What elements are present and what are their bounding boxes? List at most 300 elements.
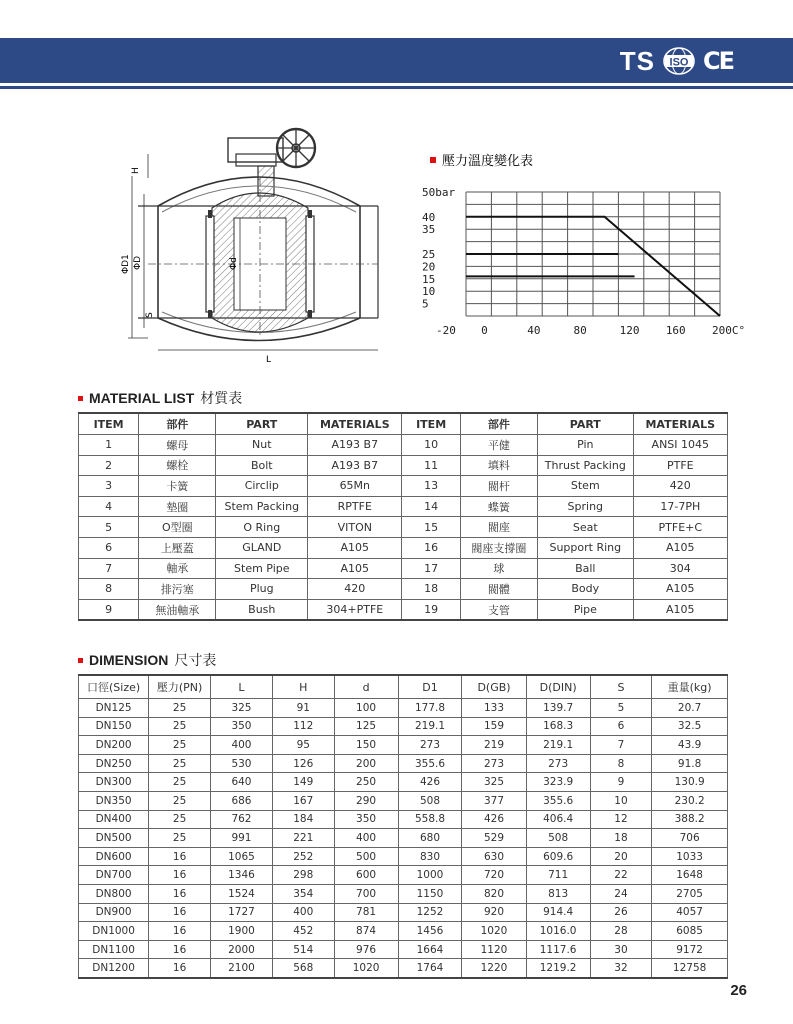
dimension-table: [78, 674, 728, 979]
table-cell: 平健: [460, 435, 537, 456]
table-cell: 4057: [652, 903, 728, 922]
table-cell: 螺栓: [139, 455, 216, 476]
table-cell: PTFE+C: [633, 517, 727, 538]
table-cell: Bush: [216, 599, 308, 620]
table-cell: 1117.6: [526, 940, 590, 959]
table-cell: 19: [402, 599, 460, 620]
section-bullet: [78, 396, 83, 401]
table-cell: 2000: [211, 940, 273, 959]
table-cell: 126: [272, 754, 334, 773]
table-row: [79, 847, 728, 866]
table-cell: Pin: [537, 435, 633, 456]
table-cell: 10: [402, 435, 460, 456]
iso-logo-icon: [661, 46, 697, 76]
table-cell: 26: [590, 903, 652, 922]
table-cell: DN1100: [79, 940, 149, 959]
table-cell: 1664: [398, 940, 462, 959]
column-header: 部件: [139, 413, 216, 435]
table-cell: Seat: [537, 517, 633, 538]
table-cell: 32.5: [652, 717, 728, 736]
table-cell: 149: [272, 773, 334, 792]
table-cell: 25: [149, 791, 211, 810]
table-cell: 91: [272, 699, 334, 718]
table-cell: 400: [211, 736, 273, 755]
table-cell: A105: [308, 558, 402, 579]
table-cell: Stem Pipe: [216, 558, 308, 579]
column-header: 部件: [460, 413, 537, 435]
table-cell: PTFE: [633, 455, 727, 476]
column-header: PART: [216, 413, 308, 435]
table-cell: 卡簧: [139, 476, 216, 497]
x-tick-label: 120: [619, 324, 640, 337]
table-cell: 18: [402, 579, 460, 600]
table-cell: 139.7: [526, 699, 590, 718]
table-cell: 16: [149, 940, 211, 959]
table-cell: 6: [79, 537, 139, 558]
table-cell: 1764: [398, 959, 462, 978]
table-cell: 125: [334, 717, 398, 736]
y-tick-label: 5: [422, 297, 429, 311]
table-cell: 15: [402, 517, 460, 538]
table-cell: 20.7: [652, 699, 728, 718]
table-cell: 32: [590, 959, 652, 978]
table-row: [79, 699, 728, 718]
column-header: 重量(kg): [652, 675, 728, 699]
svg-text:L: L: [266, 355, 272, 365]
table-cell: 1120: [462, 940, 526, 959]
table-cell: 377: [462, 791, 526, 810]
table-cell: 452: [272, 922, 334, 941]
chart-title-bullet: [430, 157, 436, 163]
table-cell: 874: [334, 922, 398, 941]
table-cell: 1219.2: [526, 959, 590, 978]
table-cell: 7: [79, 558, 139, 579]
brand-logos: [620, 44, 733, 78]
section-bullet: [78, 658, 83, 663]
table-cell: 16: [149, 959, 211, 978]
table-cell: O Ring: [216, 517, 308, 538]
table-cell: 177.8: [398, 699, 462, 718]
table-cell: ANSI 1045: [633, 435, 727, 456]
table-row: [79, 558, 728, 579]
table-cell: 24: [590, 884, 652, 903]
table-cell: 221: [272, 829, 334, 848]
table-cell: 13: [402, 476, 460, 497]
table-cell: 680: [398, 829, 462, 848]
table-cell: 螺母: [139, 435, 216, 456]
table-cell: 500: [334, 847, 398, 866]
table-cell: 514: [272, 940, 334, 959]
table-cell: 5: [590, 699, 652, 718]
material-list-title: MATERIAL LIST 材質表: [78, 388, 242, 408]
table-cell: 350: [334, 810, 398, 829]
table-cell: 8: [79, 579, 139, 600]
table-cell: 219.1: [526, 736, 590, 755]
table-cell: 25: [149, 829, 211, 848]
table-cell: 167: [272, 791, 334, 810]
table-cell: 508: [526, 829, 590, 848]
table-cell: A105: [633, 579, 727, 600]
table-cell: 10: [590, 791, 652, 810]
table-cell: DN500: [79, 829, 149, 848]
table-cell: 568: [272, 959, 334, 978]
table-cell: 1000: [398, 866, 462, 885]
table-cell: 1: [79, 435, 139, 456]
table-cell: 304+PTFE: [308, 599, 402, 620]
table-cell: 100: [334, 699, 398, 718]
table-cell: 813: [526, 884, 590, 903]
table-row: [79, 537, 728, 558]
table-cell: 1727: [211, 903, 273, 922]
table-cell: 830: [398, 847, 462, 866]
table-row: [79, 517, 728, 538]
table-cell: 軸承: [139, 558, 216, 579]
y-tick-label: 15: [422, 272, 436, 286]
table-cell: 14: [402, 496, 460, 517]
column-header: MATERIALS: [633, 413, 727, 435]
table-cell: DN900: [79, 903, 149, 922]
table-cell: Nut: [216, 435, 308, 456]
table-cell: 12: [590, 810, 652, 829]
svg-text:ΦD1: ΦD1: [121, 254, 131, 274]
table-row: [79, 435, 728, 456]
table-cell: 600: [334, 866, 398, 885]
svg-text:H: H: [131, 167, 141, 174]
table-cell: A105: [633, 599, 727, 620]
x-tick-label: 200C°: [712, 324, 746, 337]
table-cell: 12758: [652, 959, 728, 978]
table-cell: 9172: [652, 940, 728, 959]
table-row: [79, 903, 728, 922]
column-header: H: [272, 675, 334, 699]
table-cell: 420: [633, 476, 727, 497]
table-cell: 640: [211, 773, 273, 792]
table-row: [79, 922, 728, 941]
table-cell: 250: [334, 773, 398, 792]
table-cell: 400: [272, 903, 334, 922]
table-cell: 711: [526, 866, 590, 885]
table-cell: 325: [462, 773, 526, 792]
table-row: [79, 599, 728, 620]
table-cell: VITON: [308, 517, 402, 538]
table-cell: 16: [149, 922, 211, 941]
table-cell: DN1200: [79, 959, 149, 978]
table-cell: 1033: [652, 847, 728, 866]
svg-text:S: S: [145, 312, 155, 318]
x-tick-label: -20: [436, 324, 456, 337]
column-header: L: [211, 675, 273, 699]
table-cell: 355.6: [526, 791, 590, 810]
page-number: 26: [730, 982, 747, 999]
table-cell: DN1000: [79, 922, 149, 941]
table-cell: O型圈: [139, 517, 216, 538]
table-cell: 16: [149, 866, 211, 885]
table-cell: 28: [590, 922, 652, 941]
table-cell: 95: [272, 736, 334, 755]
pressure-temperature-chart: [410, 150, 750, 340]
table-cell: 2: [79, 455, 139, 476]
table-cell: Plug: [216, 579, 308, 600]
valve-drawing: [108, 118, 398, 368]
table-cell: Stem Packing: [216, 496, 308, 517]
table-cell: 3: [79, 476, 139, 497]
table-cell: 558.8: [398, 810, 462, 829]
column-header: PART: [537, 413, 633, 435]
chart-title: 壓力溫度變化表: [442, 154, 534, 169]
table-row: [79, 773, 728, 792]
y-tick-label: 40: [422, 210, 436, 224]
y-tick-label: 10: [422, 285, 436, 299]
table-cell: 25: [149, 773, 211, 792]
table-cell: 914.4: [526, 903, 590, 922]
table-cell: Circlip: [216, 476, 308, 497]
table-cell: 529: [462, 829, 526, 848]
table-row: [79, 736, 728, 755]
table-cell: 25: [149, 717, 211, 736]
table-cell: 1524: [211, 884, 273, 903]
material-table: [78, 412, 728, 621]
svg-text:Φd: Φd: [229, 257, 239, 270]
x-tick-label: 80: [573, 324, 587, 337]
table-cell: DN350: [79, 791, 149, 810]
table-cell: 323.9: [526, 773, 590, 792]
table-cell: 排污塞: [139, 579, 216, 600]
table-cell: 1020: [462, 922, 526, 941]
table-cell: 304: [633, 558, 727, 579]
table-row: [79, 810, 728, 829]
table-row: [79, 717, 728, 736]
y-tick-label: 25: [422, 248, 436, 261]
y-tick-label: 35: [422, 223, 436, 237]
table-cell: 1220: [462, 959, 526, 978]
column-header: D(GB): [462, 675, 526, 699]
table-cell: 630: [462, 847, 526, 866]
table-cell: 159: [462, 717, 526, 736]
table-cell: 1252: [398, 903, 462, 922]
table-cell: 墊圈: [139, 496, 216, 517]
column-header: ITEM: [402, 413, 460, 435]
table-cell: Thrust Packing: [537, 455, 633, 476]
table-cell: 25: [149, 754, 211, 773]
table-cell: 530: [211, 754, 273, 773]
column-header: 壓力(PN): [149, 675, 211, 699]
table-cell: 65Mn: [308, 476, 402, 497]
y-tick-label: 20: [422, 260, 436, 274]
table-row: [79, 476, 728, 497]
y-tick-label: 50bar: [422, 186, 456, 199]
table-cell: 686: [211, 791, 273, 810]
column-header: d: [334, 675, 398, 699]
table-cell: DN700: [79, 866, 149, 885]
column-header: D(DIN): [526, 675, 590, 699]
table-cell: 700: [334, 884, 398, 903]
table-cell: 1648: [652, 866, 728, 885]
table-cell: 閥座支撐圈: [460, 537, 537, 558]
table-cell: 508: [398, 791, 462, 810]
table-cell: A105: [308, 537, 402, 558]
column-header: ITEM: [79, 413, 139, 435]
table-row: [79, 579, 728, 600]
table-cell: 406.4: [526, 810, 590, 829]
column-header: 口徑(Size): [79, 675, 149, 699]
table-cell: 閥座: [460, 517, 537, 538]
table-cell: DN600: [79, 847, 149, 866]
table-cell: DN200: [79, 736, 149, 755]
table-cell: Spring: [537, 496, 633, 517]
table-row: [79, 829, 728, 848]
table-cell: 230.2: [652, 791, 728, 810]
table-cell: Body: [537, 579, 633, 600]
table-cell: 273: [398, 736, 462, 755]
table-cell: A193 B7: [308, 455, 402, 476]
table-cell: 17: [402, 558, 460, 579]
table-cell: DN125: [79, 699, 149, 718]
table-cell: GLAND: [216, 537, 308, 558]
table-cell: 43.9: [652, 736, 728, 755]
table-cell: Ball: [537, 558, 633, 579]
table-cell: 920: [462, 903, 526, 922]
table-cell: 蝶簧: [460, 496, 537, 517]
table-cell: 25: [149, 699, 211, 718]
table-row: [79, 455, 728, 476]
table-cell: 2705: [652, 884, 728, 903]
table-cell: 16: [149, 884, 211, 903]
table-cell: 273: [526, 754, 590, 773]
table-cell: 無油軸承: [139, 599, 216, 620]
table-cell: RPTFE: [308, 496, 402, 517]
table-cell: 支管: [460, 599, 537, 620]
table-cell: 325: [211, 699, 273, 718]
table-cell: 8: [590, 754, 652, 773]
table-cell: 閥體: [460, 579, 537, 600]
table-cell: 976: [334, 940, 398, 959]
ce-mark: CE: [702, 47, 733, 75]
table-cell: Support Ring: [537, 537, 633, 558]
table-cell: Stem: [537, 476, 633, 497]
table-cell: 991: [211, 829, 273, 848]
table-cell: Pipe: [537, 599, 633, 620]
table-cell: 219: [462, 736, 526, 755]
table-cell: 609.6: [526, 847, 590, 866]
table-cell: 9: [79, 599, 139, 620]
table-cell: 298: [272, 866, 334, 885]
table-cell: 420: [308, 579, 402, 600]
table-cell: DN250: [79, 754, 149, 773]
table-cell: 91.8: [652, 754, 728, 773]
table-cell: 上壓蓋: [139, 537, 216, 558]
table-cell: 2100: [211, 959, 273, 978]
table-cell: 130.9: [652, 773, 728, 792]
table-cell: 25: [149, 736, 211, 755]
table-cell: 426: [398, 773, 462, 792]
table-cell: 150: [334, 736, 398, 755]
table-cell: 7: [590, 736, 652, 755]
table-cell: A105: [633, 537, 727, 558]
table-row: [79, 959, 728, 978]
table-cell: 426: [462, 810, 526, 829]
table-cell: 252: [272, 847, 334, 866]
svg-text:ISO: ISO: [669, 56, 689, 69]
x-tick-label: 0: [481, 324, 488, 337]
x-tick-label: 160: [665, 324, 686, 337]
header-rule: [0, 86, 793, 89]
x-tick-label: 40: [527, 324, 541, 337]
table-cell: 184: [272, 810, 334, 829]
table-cell: 16: [149, 903, 211, 922]
table-cell: 6085: [652, 922, 728, 941]
table-cell: 388.2: [652, 810, 728, 829]
table-cell: 290: [334, 791, 398, 810]
table-row: [79, 940, 728, 959]
table-cell: 400: [334, 829, 398, 848]
table-row: [79, 884, 728, 903]
table-cell: 762: [211, 810, 273, 829]
table-cell: 18: [590, 829, 652, 848]
table-cell: 17-7PH: [633, 496, 727, 517]
table-row: [79, 754, 728, 773]
table-cell: DN400: [79, 810, 149, 829]
table-cell: 720: [462, 866, 526, 885]
table-cell: 5: [79, 517, 139, 538]
column-header: D1: [398, 675, 462, 699]
table-cell: 1150: [398, 884, 462, 903]
table-cell: DN300: [79, 773, 149, 792]
table-cell: 9: [590, 773, 652, 792]
table-cell: DN800: [79, 884, 149, 903]
table-cell: 16: [402, 537, 460, 558]
table-cell: 11: [402, 455, 460, 476]
table-row: [79, 496, 728, 517]
table-row: [79, 791, 728, 810]
table-cell: 20: [590, 847, 652, 866]
table-cell: 168.3: [526, 717, 590, 736]
table-cell: 球: [460, 558, 537, 579]
brand-ts: TS: [619, 45, 655, 76]
table-cell: 1456: [398, 922, 462, 941]
table-cell: DN150: [79, 717, 149, 736]
table-cell: 219.1: [398, 717, 462, 736]
table-cell: 1900: [211, 922, 273, 941]
table-cell: Bolt: [216, 455, 308, 476]
column-header: S: [590, 675, 652, 699]
table-cell: 781: [334, 903, 398, 922]
table-cell: 354: [272, 884, 334, 903]
table-cell: 355.6: [398, 754, 462, 773]
table-cell: 133: [462, 699, 526, 718]
table-cell: 1016.0: [526, 922, 590, 941]
table-cell: A193 B7: [308, 435, 402, 456]
table-cell: 1020: [334, 959, 398, 978]
table-cell: 273: [462, 754, 526, 773]
table-cell: 820: [462, 884, 526, 903]
table-cell: 閥杆: [460, 476, 537, 497]
table-cell: 112: [272, 717, 334, 736]
table-cell: 1346: [211, 866, 273, 885]
svg-text:ΦD: ΦD: [133, 255, 143, 270]
dimension-title: DIMENSION 尺寸表: [78, 650, 216, 670]
table-cell: 25: [149, 810, 211, 829]
table-cell: 706: [652, 829, 728, 848]
table-row: [79, 866, 728, 885]
table-cell: 1065: [211, 847, 273, 866]
table-cell: 填料: [460, 455, 537, 476]
table-cell: 200: [334, 754, 398, 773]
table-cell: 6: [590, 717, 652, 736]
table-cell: 4: [79, 496, 139, 517]
column-header: MATERIALS: [308, 413, 402, 435]
table-cell: 30: [590, 940, 652, 959]
table-cell: 350: [211, 717, 273, 736]
